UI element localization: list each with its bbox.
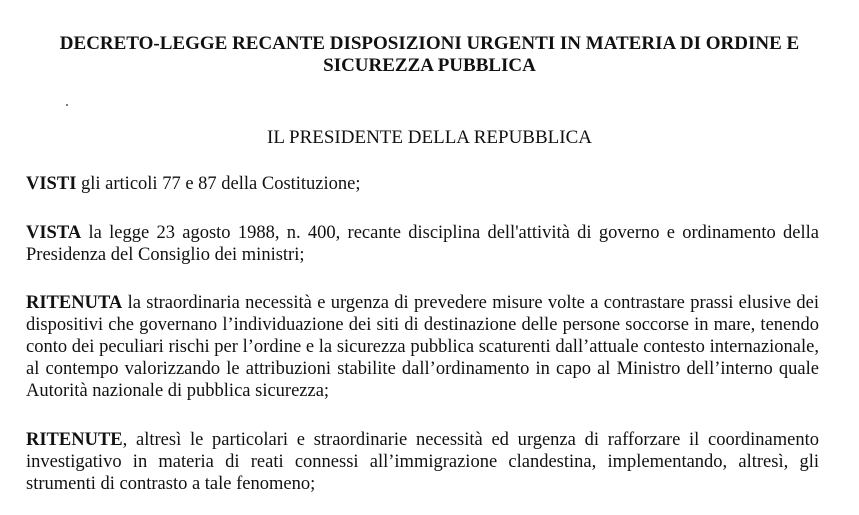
- paragraph-text: gli articoli 77 e 87 della Costituzione;: [76, 174, 361, 194]
- paragraph-ritenuta: [26, 292, 819, 402]
- paragraph-lead: RITENUTE: [26, 430, 123, 450]
- paragraph-text: , altresì le particolari e straordinarie necessità ed urgenza di rafforzare il coordinamento investigativo in materia di reati connessi all’immigrazione clandestina, implementando, altresì, gli strumenti di contrasto a tale fenomeno;: [26, 430, 819, 494]
- paragraph-vista: [26, 222, 819, 266]
- decree-title: [20, 33, 839, 77]
- paragraph-lead: VISTI: [26, 174, 77, 194]
- decree-title-line-1: DECRETO-LEGGE RECANTE DISPOSIZIONI URGENTI IN MATERIA DI ORDINE E: [59, 33, 800, 54]
- paragraph-lead: VISTA: [26, 223, 82, 243]
- decree-title-line-2: SICUREZZA PUBBLICA: [323, 55, 536, 76]
- paragraph-text: la straordinaria necessità e urgenza di prevedere misure volte a contrastare prassi elusive dei dispositivi che governano l’individuazione dei siti di destinazione delle persone soccorse in mare, tenendo conto dei peculiari rischi per l’ordine e la sicurezza pubblica scaturenti dall’attuale contesto internazionale, al contempo valorizzando le attribuzioni stabilite dall’ordinamento in capo al Ministro dell’interno quale Autorità nazionale di pubblica sicurezza;: [26, 293, 819, 401]
- scan-speck: [66, 104, 68, 106]
- paragraph-visti: [26, 173, 819, 195]
- president-heading: IL PRESIDENTE DELLA REPUBBLICA: [267, 127, 592, 148]
- paragraph-lead: RITENUTA: [26, 293, 123, 313]
- paragraph-ritenute: [26, 429, 819, 495]
- paragraph-text: la legge 23 agosto 1988, n. 400, recante disciplina dell'attività di governo e ordinamento della Presidenza del Consiglio dei ministri;: [26, 223, 819, 265]
